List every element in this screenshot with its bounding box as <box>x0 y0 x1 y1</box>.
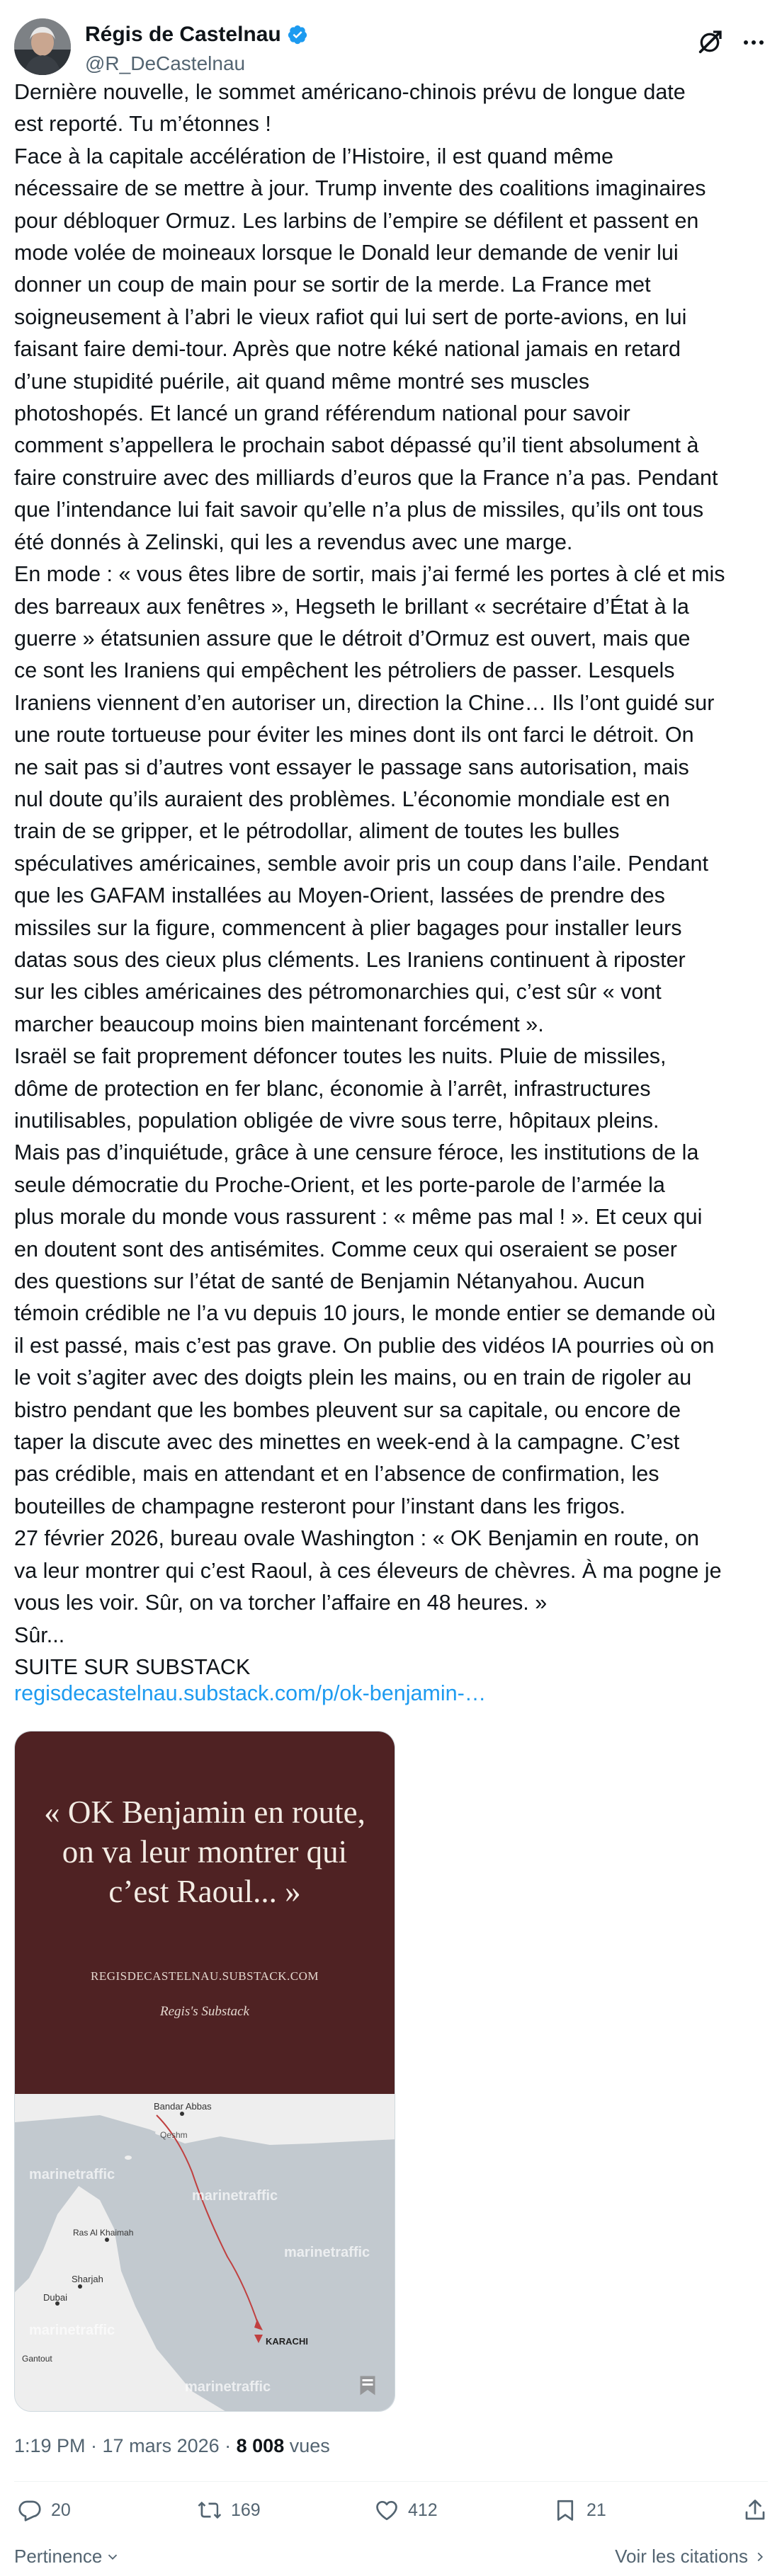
watermark-2: marinetraffic <box>192 2188 278 2204</box>
grok-icon[interactable] <box>696 28 724 57</box>
views-count: 8 008 <box>236 2435 285 2456</box>
label-ras-al-khaimah: Ras Al Khaimah <box>73 2228 134 2238</box>
watermark-3: marinetraffic <box>284 2245 370 2260</box>
view-quotes-label: Voir les citations <box>615 2546 748 2567</box>
chevron-down-icon <box>105 2549 120 2565</box>
heart-icon <box>374 2497 400 2523</box>
reply-icon <box>17 2497 42 2523</box>
reply-button[interactable] <box>17 2497 71 2523</box>
watermark-4: marinetraffic <box>29 2323 115 2338</box>
watermark-1: marinetraffic <box>29 2167 115 2182</box>
link-preview-card[interactable] <box>14 1731 395 2412</box>
bookmark-button[interactable] <box>552 2497 606 2523</box>
views-label: vues <box>284 2435 330 2456</box>
card-subtitle: Regis's Substack <box>160 2004 249 2019</box>
tweet-timestamp[interactable]: 1:19 PM · 17 mars 2026 · <box>14 2435 237 2456</box>
more-options-icon[interactable] <box>740 30 768 55</box>
label-sharjah: Sharjah <box>72 2274 103 2284</box>
label-gantout: Gantout <box>22 2354 52 2364</box>
repost-count: 169 <box>231 2500 261 2520</box>
label-bandar-abbas: Bandar Abbas <box>154 2101 212 2112</box>
author-name[interactable]: Régis de Castelnau <box>85 23 281 46</box>
substack-link[interactable]: regisdecastelnau.substack.com/p/ok-benjamin-… <box>14 1681 487 1705</box>
label-dubai: Dubai <box>43 2292 67 2303</box>
like-button[interactable] <box>374 2497 438 2523</box>
card-map-image <box>15 2094 395 2412</box>
label-qeshm: Qeshm <box>160 2130 188 2140</box>
chevron-right-icon <box>752 2549 768 2565</box>
card-domain: REGISDECASTELNAU.SUBSTACK.COM <box>90 1969 319 1983</box>
tweet-text: Dernière nouvelle, le sommet américano-chinois prévu de longue date est reporté. Tu m’étonnes ! Face à la capitale accélération de l’Histoire, il est quand même nécessaire de se mettre à jour. Trump invente des coalitions imaginaires pour débloquer Ormuz. Les larbins de l’empire se défilent et passent en mode volée de moineaux lorsque le Donald leur demande de venir lui donner un coup de main pour se sortir de la merde. La France met soigneusement à l’abri le vieux rafiot qui lui sert de porte-avions, en lui faisant faire demi-tour. Après que notre kéké national jamais en retard d’une stupidité puérile, ait quand même montré ses muscles photoshopés. Et lancé un grand référendum national pour savoir comment s’appellera le prochain sabot dépassé qu’il tient absolument à faire construire avec des milliards d’euros que la France n’a pas. Pendant que l’intendance lui fait savoir qu’elle n’a plus de missiles, qu’ils ont tous été donnés à Zelinski, qui les a revendus avec une marge. En mode : « vous êtes libre de sortir, mais j’ai fermé les portes à clé et mis des barreaux aux fenêtres », Hegseth le brillant « secrétaire d’État à la guerre » étatsunien assure que le détroit d’Ormuz est ouvert, mais que ce sont les Iraniens qui empêchent les pétroliers de passer. Lesquels Iraniens viennent d’en autoriser un, direction la Chine… Ils l’ont guidé sur une route tortueuse pour éviter les mines dont ils ont farci le détroit. On ne sait pas si d’autres vont essayer le passage sans autorisation, mais nul doute qu’ils auraient des problèmes. L’économie mondiale est en train de se gripper, et le pétrodollar, aliment de toutes les bulles spéculatives américaines, semble avoir pris un coup dans l’aile. Pendant que les GAFAM installées au Moyen-Orient, lassées de prendre des missiles sur la figure, commencent à plier bagages pour installer leurs datas sous des cieux plus cléments. Les Iraniens continuent à riposter sur les cibles américaines des pétromonarchies qui, c’est sûr « vont marcher beaucoup moins bien maintenant forcément ». Israël se fait proprement défoncer toutes les nuits. Pluie de missiles, dôme de protection en fer blanc, économie à l’arrêt, infrastructures inutilisables, population obligée de vivre sous terre, hôpitaux pleins. Mais pas d’inquiétude, grâce à une censure féroce, les institutions de la seule démocratie du Proche-Orient, et les porte-parole de l’armée la plus morale du monde vous rassurent : « même pas mal ! ». Et ceux qui en doutent sont des antisémites. Comme ceux qui oseraient se poser des questions sur l’état de santé de Benjamin Nétanyahou. Aucun témoin crédible ne l’a vu depuis 10 jours, le monde entier se demande où il est passé, mais c’est pas grave. On publie des vidéos IA pourries où on le voit s’agiter avec des doigts plein les mains, ou en train de rigoler au bistro pendant que les bombes pleuvent sur sa capitale, ou encore de taper la discute avec des minettes en week-end à la campagne. C’est pas crédible, mais en attendant et en l’absence de confirmation, les bouteilles de champagne resteront pour l’instant dans les frigos. 27 février 2026, bureau ovale Washington : « OK Benjamin en route, on va leur montrer qui c’est Raoul, à ces éleveurs de chèvres. À ma pogne je vous les voir. Sûr, on va torcher l’affaire en 48 heures. » Sûr... SUITE SUR SUBSTACK <box>14 80 725 1679</box>
tweet-header <box>14 16 768 79</box>
bookmark-badge-icon <box>355 2373 380 2398</box>
repost-icon <box>197 2497 222 2523</box>
watermark-5: marinetraffic <box>185 2379 271 2395</box>
view-quotes-link[interactable] <box>615 2546 768 2568</box>
card-header <box>15 1731 395 2094</box>
label-karachi: KARACHI <box>266 2336 308 2347</box>
verified-badge-icon <box>287 24 308 45</box>
sort-label: Pertinence <box>14 2546 103 2567</box>
action-bar <box>14 2497 768 2529</box>
bookmark-icon <box>552 2497 578 2523</box>
avatar[interactable] <box>14 18 71 75</box>
divider <box>14 2481 768 2482</box>
sort-dropdown[interactable] <box>14 2546 120 2568</box>
author-handle[interactable]: @R_DeCastelnau <box>85 52 246 74</box>
tweet-meta <box>14 2435 330 2457</box>
bookmark-count: 21 <box>586 2500 606 2520</box>
repost-button[interactable] <box>197 2497 261 2523</box>
share-icon <box>742 2497 768 2523</box>
card-quote: « OK Benjamin en route, on va leur montrer qui c’est Raoul... » <box>44 1794 366 1909</box>
reply-count: 20 <box>51 2500 71 2520</box>
share-button[interactable] <box>742 2497 768 2523</box>
author-name-row <box>85 23 308 47</box>
like-count: 412 <box>408 2500 438 2520</box>
